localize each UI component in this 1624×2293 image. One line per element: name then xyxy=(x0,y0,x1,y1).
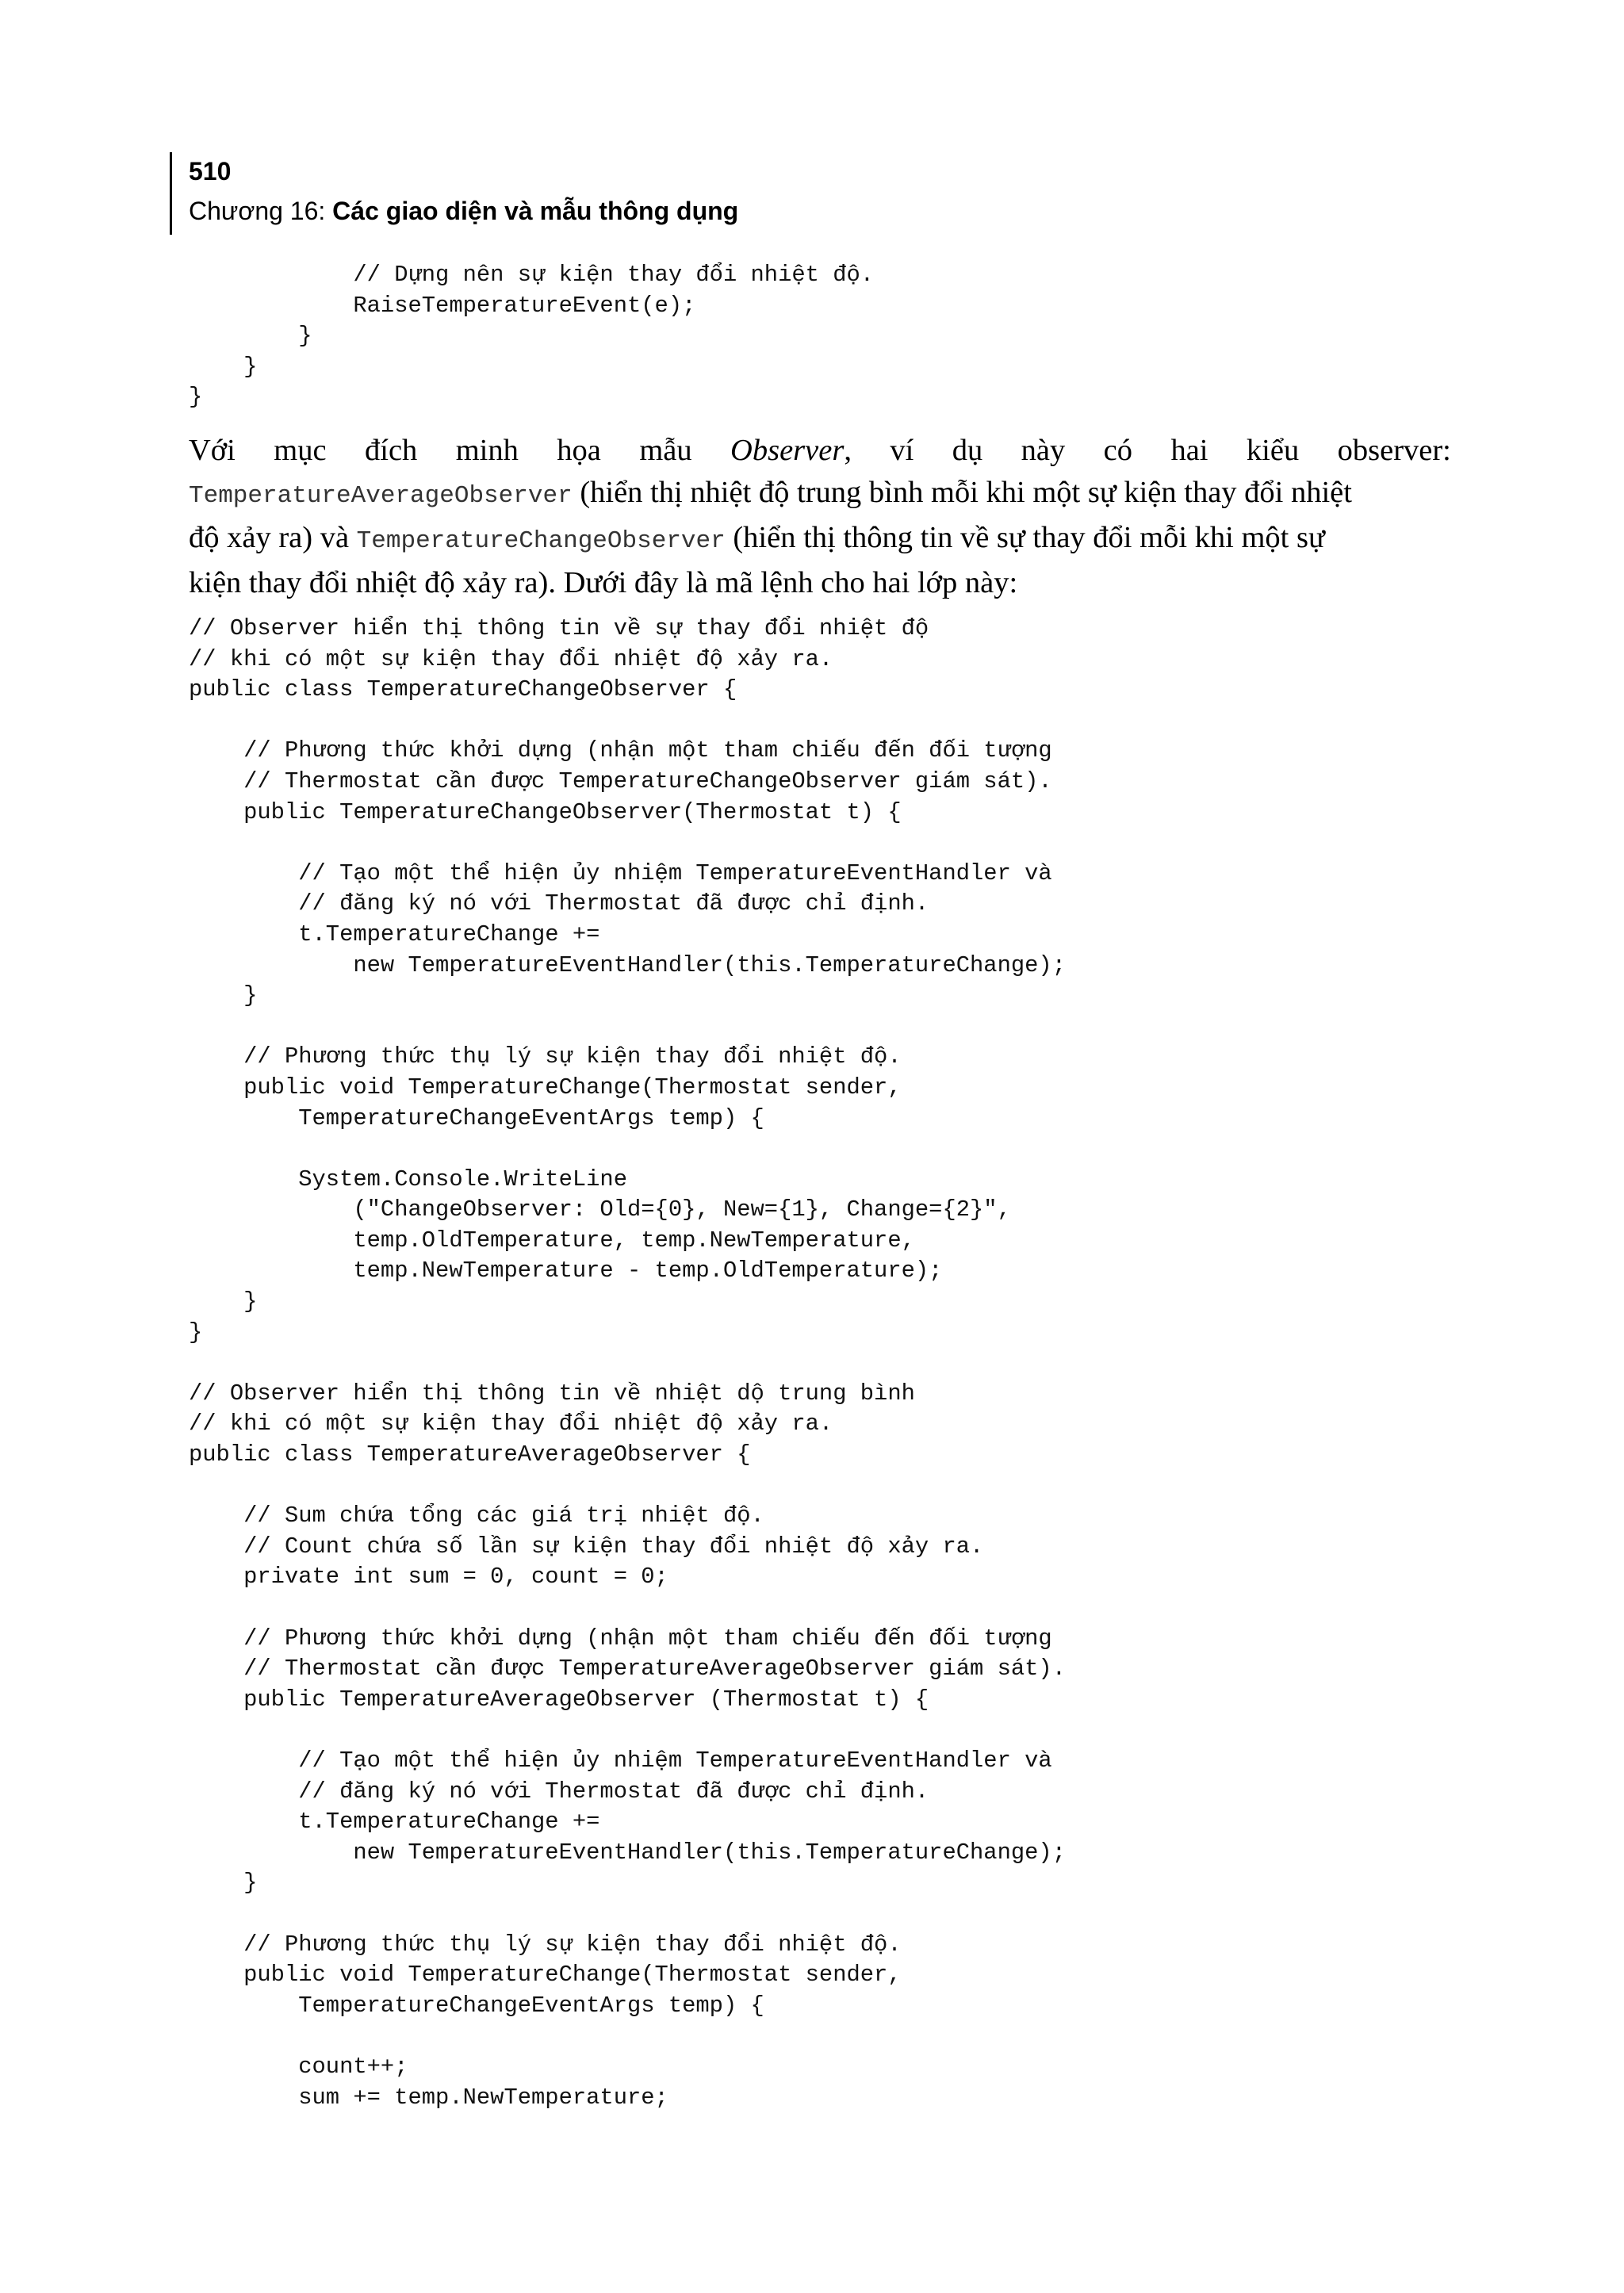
inline-code-change-observer: TemperatureChangeObserver xyxy=(356,527,726,555)
chapter-heading xyxy=(189,195,738,227)
paragraph-word: họa xyxy=(557,434,601,467)
paragraph-word: ví xyxy=(890,434,914,467)
body-paragraph xyxy=(189,430,1451,604)
paragraph-line-3-after: (hiển thị thông tin về sự thay đổi mỗi khi một sự xyxy=(725,521,1325,554)
code-block-main: // Observer hiển thị thông tin về sự thay đổi nhiệt độ // khi có một sự kiện thay đổi nhiệt độ xảy ra. public class TemperatureChangeObserver { // Phương thức khởi dựng (nhận một tham chiếu đến đối tượng // Thermostat cần được TemperatureChangeObserver giám sát). public TemperatureChangeObserver(Thermostat t) { // Tạo một thể hiện ủy nhiệm TemperatureEventHandler và // đăng ký nó với Thermostat đã được chỉ định. t.TemperatureChange += new TemperatureEventHandler(this.TemperatureChange); } // Phương thức thụ lý sự kiện thay đổi nhiệt độ. public void TemperatureChange(Thermostat sender, TemperatureChangeEventArgs temp) { System.Console.WriteLine ("ChangeObserver: Old={0}, New={1}, Change={2}", temp.OldTemperature, temp.NewTemperature, temp.NewTemperature - temp.OldTemperature); } } // Observer hiển thị thông tin về nhiệt dộ trung bình // khi có một sự kiện thay đổi nhiệt độ xảy ra. public class TemperatureAverageObserver { // Sum chứa tổng các giá trị nhiệt độ. // Count chứa số lần sự kiện thay đổi nhiệt độ xảy ra. private int sum = 0, count = 0; // Phương thức khởi dựng (nhận một tham chiếu đến đối tượng // Thermostat cần được TemperatureAverageObserver giám sát). public TemperatureAverageObserver (Thermostat t) { // Tạo một thể hiện ủy nhiệm TemperatureEventHandler và // đăng ký nó với Thermostat đã được chỉ định. t.TemperatureChange += new TemperatureEventHandler(this.TemperatureChange); } // Phương thức thụ lý sự kiện thay đổi nhiệt độ. public void TemperatureChange(Thermostat sender, TemperatureChangeEventArgs temp) { count++; sum += temp.NewTemperature; xyxy=(189,615,1066,2111)
paragraph-word: observer: xyxy=(1337,434,1451,467)
paragraph-line-4: kiện thay đổi nhiệt độ xảy ra). Dưới đây là mã lệnh cho hai lớp này: xyxy=(189,566,1018,599)
paragraph-line-1 xyxy=(189,430,1451,472)
paragraph-word: mẫu xyxy=(639,434,692,467)
paragraph-word: kiểu xyxy=(1246,434,1300,467)
inline-code-average-observer: TemperatureAverageObserver xyxy=(189,482,573,510)
chapter-prefix: Chương 16: xyxy=(189,197,333,225)
paragraph-word: hai xyxy=(1170,434,1208,467)
page-number: 510 xyxy=(189,157,232,186)
paragraph-word: đích xyxy=(365,434,418,467)
chapter-title: Các giao diện và mẫu thông dụng xyxy=(332,197,739,225)
header-rule xyxy=(170,152,172,235)
paragraph-line-3 xyxy=(189,517,1451,562)
paragraph-word: này xyxy=(1021,434,1066,467)
paragraph-word: mục xyxy=(274,434,327,467)
paragraph-word: Observer, xyxy=(730,434,852,467)
paragraph-line-2 xyxy=(189,472,1451,517)
paragraph-word: Với xyxy=(189,434,236,467)
paragraph-word: có xyxy=(1103,434,1133,467)
paragraph-word: dụ xyxy=(952,434,983,467)
paragraph-line-2-text: (hiển thị nhiệt độ trung bình mỗi khi một sự kiện thay đổi nhiệt xyxy=(572,476,1352,509)
paragraph-word: minh xyxy=(455,434,519,467)
code-block-top: // Dựng nên sự kiện thay đổi nhiệt độ. RaiseTemperatureEvent(e); } } } xyxy=(189,262,875,411)
paragraph-line-3-before: độ xảy ra) và xyxy=(189,521,357,554)
